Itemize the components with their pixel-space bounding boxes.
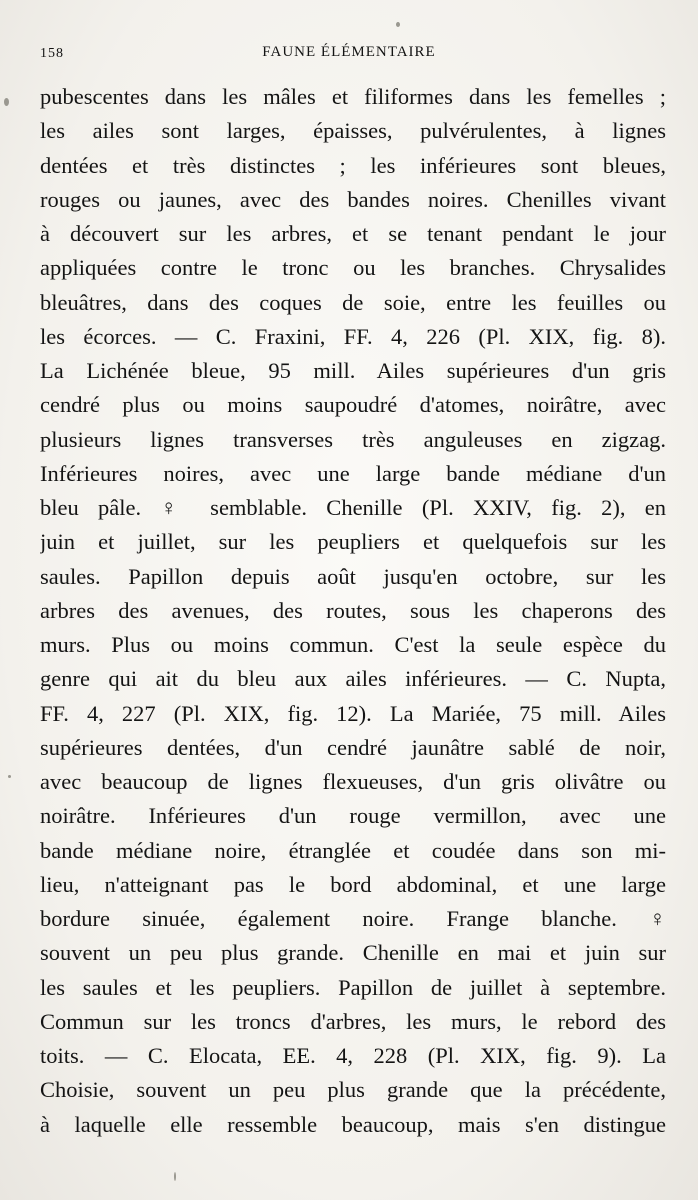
text-line: La Lichénée bleue, 95 mill. Ailes supérieures d'un gris (40, 358, 666, 383)
text-line: FF. 4, 227 (Pl. XIX, fig. 12). La Mariée, 75 mill. Ailes (40, 700, 666, 726)
text-line: toits. — C. Elocata, EE. 4, 228 (Pl. XIX, fig. 9). La (40, 1043, 666, 1068)
text-line: bleuâtres, dans des coques de soie, entre les feuilles ou (40, 289, 666, 315)
scan-speck (396, 22, 400, 27)
text-line: cendré plus ou moins saupoudré d'atomes, noirâtre, avec (40, 392, 666, 418)
text-line: noirâtre. Inférieures d'un rouge vermillon, avec une (40, 803, 666, 829)
text-line: supérieures dentées, d'un cendré jaunâtre sablé de noir, (40, 734, 666, 760)
text-line: avec beaucoup de lignes flexueuses, d'un gris olivâtre ou (40, 769, 666, 794)
text-line: plusieurs lignes transverses très anguleuses en zigzag. (40, 426, 666, 452)
text-line: bordure sinuée, également noire. Frange blanche. ♀ (40, 906, 666, 931)
text-line: arbres des avenues, des routes, sous les chaperons des (40, 597, 666, 623)
running-head: FAUNE ÉLÉMENTAIRE (262, 44, 436, 60)
text-line: appliquées contre le tronc ou les branches. Chrysalides (40, 255, 666, 281)
body-text (40, 80, 666, 1142)
text-line: juin et juillet, sur les peupliers et quelquefois sur les (40, 529, 666, 555)
text-line: à découvert sur les arbres, et se tenant pendant le jour (40, 221, 666, 246)
text-line: bande médiane noire, étranglée et coudée dans son mi- (40, 837, 666, 863)
scan-speck (8, 775, 11, 778)
text-line: saules. Papillon depuis août jusqu'en octobre, sur les (40, 563, 666, 589)
text-line: dentées et très distinctes ; les inférieures sont bleues, (40, 152, 666, 178)
text-line: Inférieures noires, avec une large bande médiane d'un (40, 460, 666, 486)
text-line: lieu, n'atteignant pas le bord abdominal, et une large (40, 871, 666, 897)
text-line: rouges ou jaunes, avec des bandes noires. Chenilles vivant (40, 186, 666, 212)
text-line: Choisie, souvent un peu plus grande que la précédente, (40, 1077, 666, 1103)
page-header (40, 44, 658, 68)
text-line: genre qui ait du bleu aux ailes inférieures. — C. Nupta, (40, 666, 666, 692)
page-number: 158 (40, 46, 64, 61)
text-line: à laquelle elle ressemble beaucoup, mais s'en distingue (40, 1111, 666, 1137)
scan-speck (4, 98, 9, 106)
text-line: les écorces. — C. Fraxini, FF. 4, 226 (Pl. XIX, fig. 8). (40, 323, 666, 349)
text-line: bleu pâle. ♀ semblable. Chenille (Pl. XXIV, fig. 2), en (40, 495, 666, 520)
text-line: les saules et les peupliers. Papillon de juillet à septembre. (40, 974, 666, 1000)
text-line: Commun sur les troncs d'arbres, les murs, le rebord des (40, 1008, 666, 1034)
scan-speck (174, 1172, 176, 1181)
text-line: souvent un peu plus grande. Chenille en mai et juin sur (40, 940, 666, 966)
text-line: les ailes sont larges, épaisses, pulvérulentes, à lignes (40, 118, 666, 144)
text-line: pubescentes dans les mâles et filiformes dans les femelles ; (40, 84, 666, 109)
text-line: murs. Plus ou moins commun. C'est la seule espèce du (40, 632, 666, 657)
